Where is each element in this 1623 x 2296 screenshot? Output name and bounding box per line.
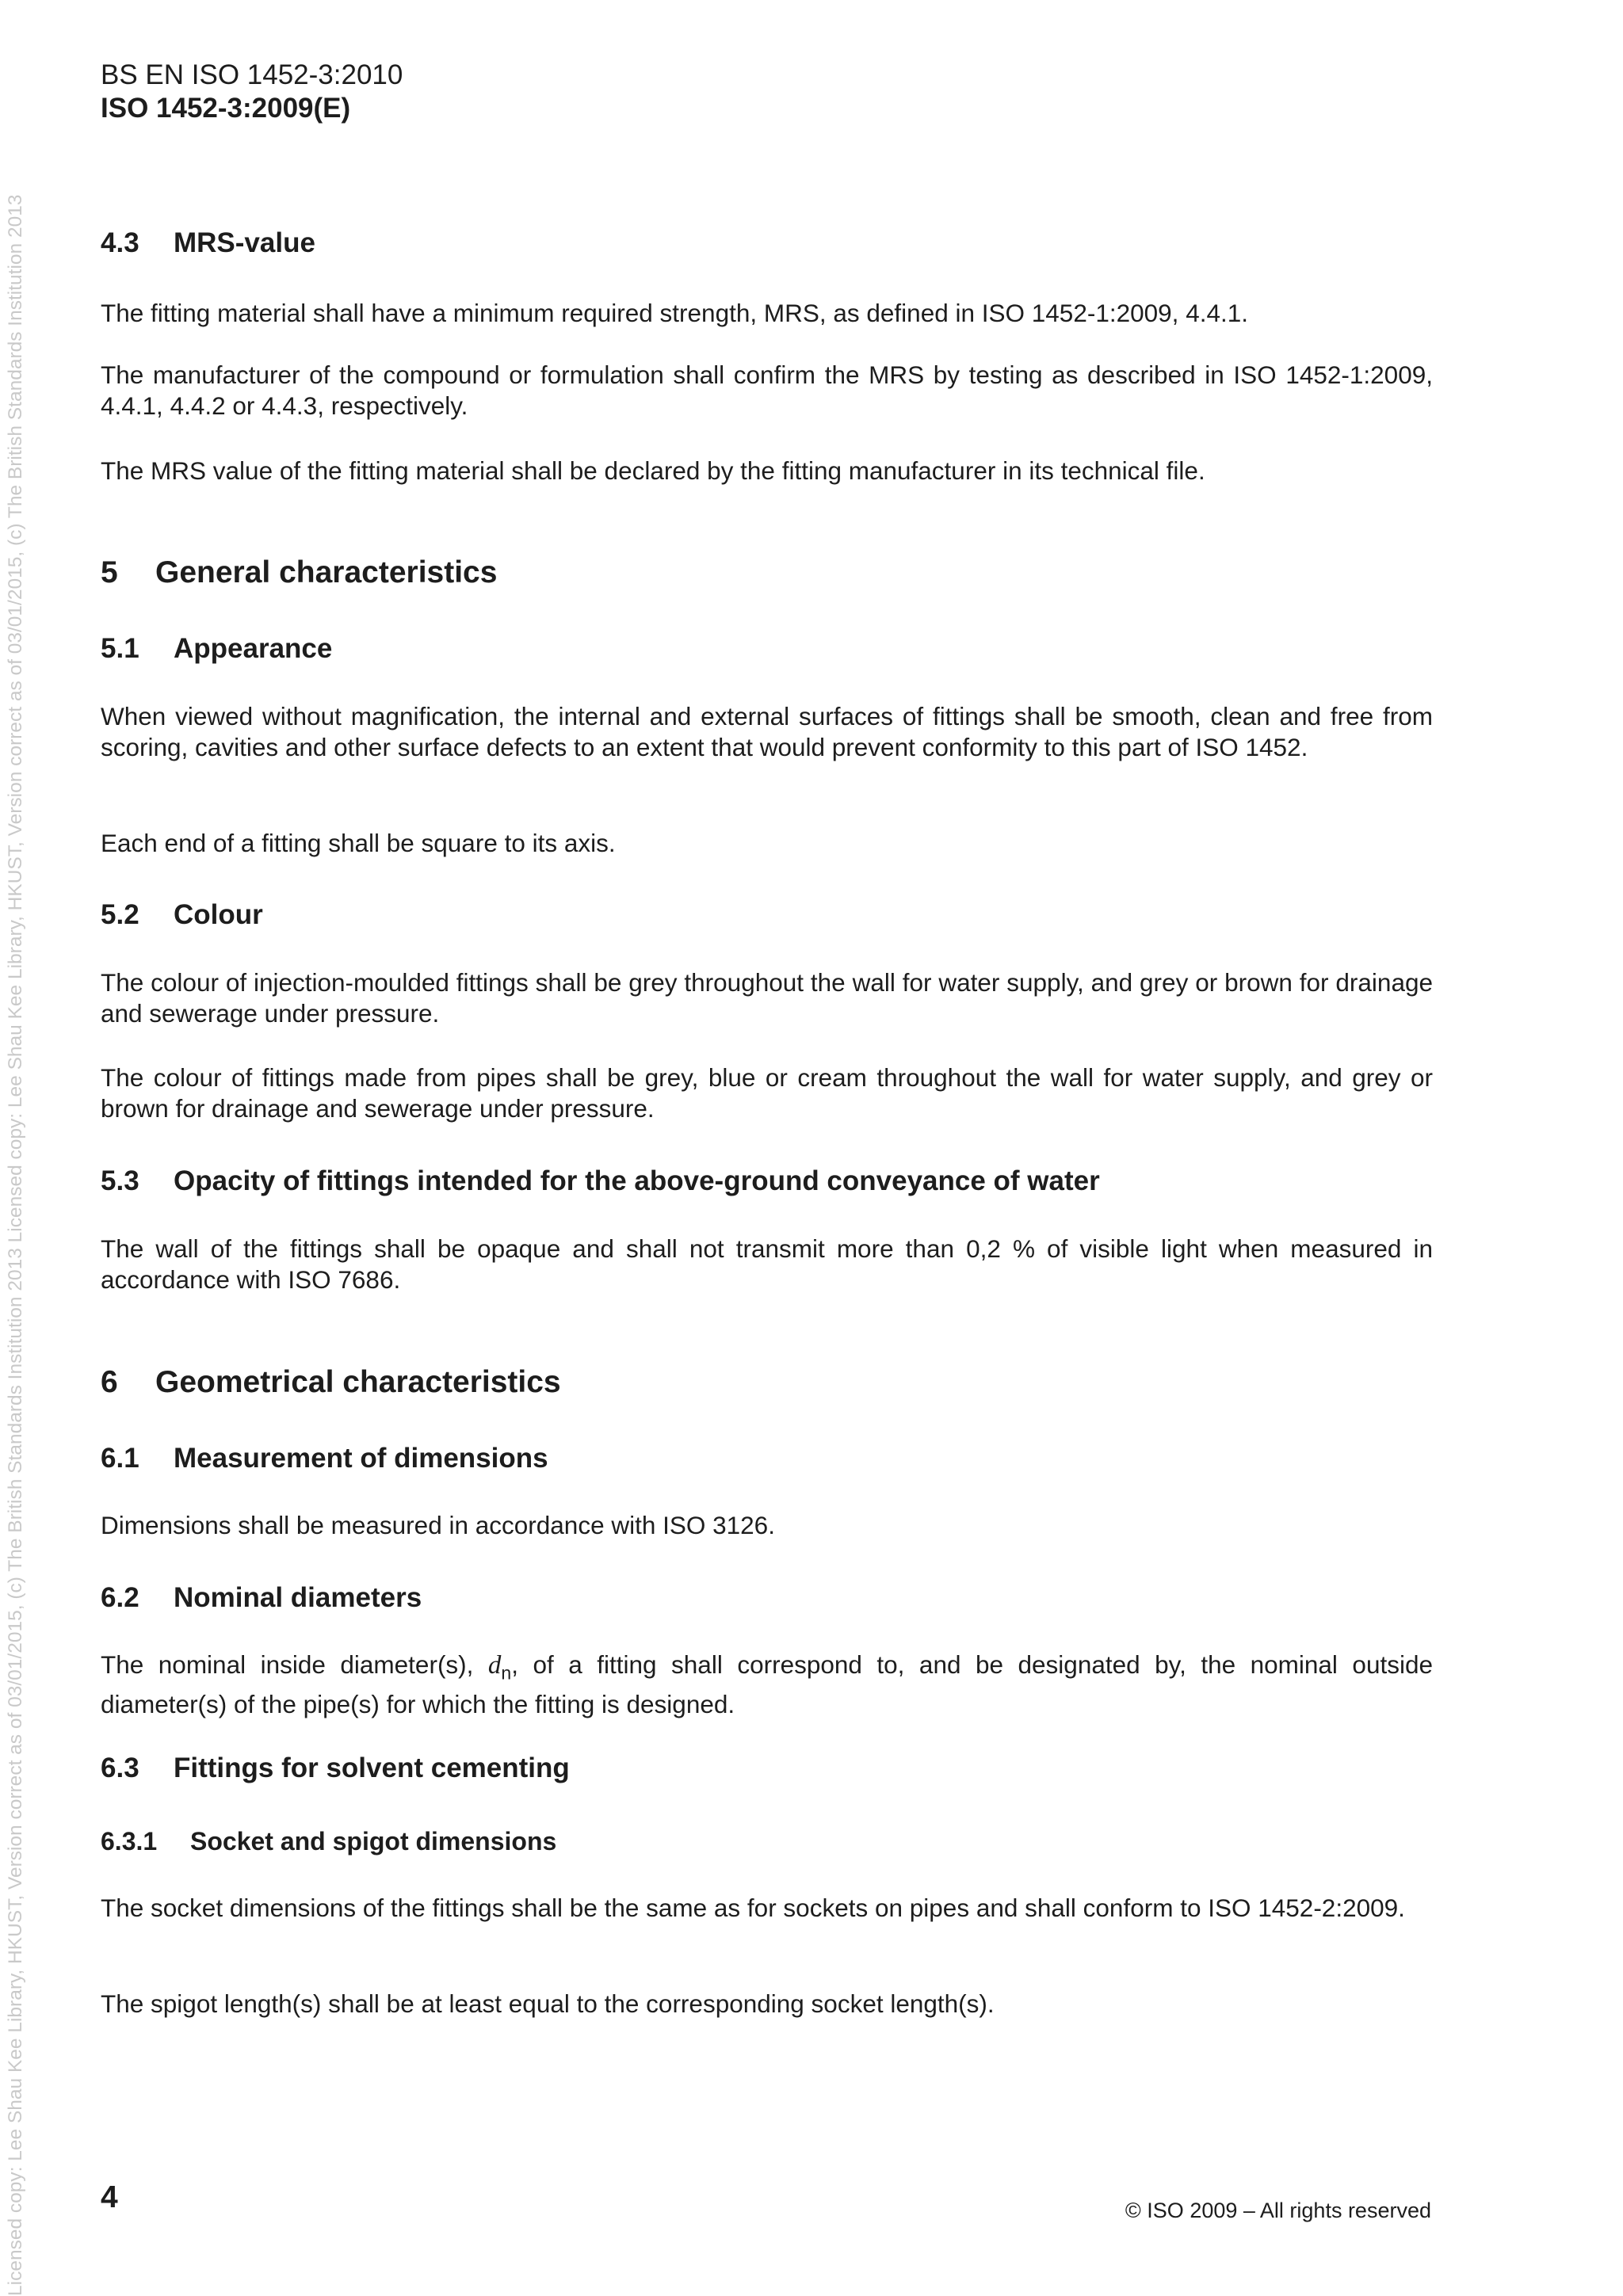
heading-5: 5 General characteristics bbox=[101, 555, 498, 589]
watermark-text: Licensed copy: Lee Shau Kee Library, HKUST, Version correct as of 03/01/2015, (c) The British Standards Institution 2013 Licensed copy: Lee Shau Kee Library, HKUST, Version correct as of 03/01/2015, (c) The British Standards Institution 2013 bbox=[5, 194, 26, 2296]
heading-6-3-1: 6.3.1 Socket and spigot dimensions bbox=[101, 1827, 557, 1855]
paragraph-6-3-1-2: The spigot length(s) shall be at least equal to the corresponding socket length(s). bbox=[101, 1989, 995, 2018]
heading-6: 6 Geometrical characteristics bbox=[101, 1365, 561, 1399]
license-watermark bbox=[3, 0, 32, 2296]
paragraph-5-3-1: The wall of the fittings shall be opaque and shall not transmit more than 0,2 % of visible light when measured in accordance with ISO 7686. bbox=[101, 1234, 1433, 1294]
nominal-diameter-symbol: $d_n$ bbox=[487, 1651, 512, 1684]
header-standard-bs: BS EN ISO 1452-3:2010 bbox=[101, 59, 403, 90]
paragraph-5-2-1: The colour of injection-moulded fittings shall be grey throughout the wall for water supply, and grey or brown for drainage and sewerage under pressure. bbox=[101, 968, 1433, 1028]
heading-6-2: 6.2 Nominal diameters bbox=[101, 1582, 422, 1613]
heading-5-3: 5.3 Opacity of fittings intended for the above-ground conveyance of water bbox=[101, 1165, 1100, 1196]
paragraph-5-2-2: The colour of fittings made from pipes shall be grey, blue or cream throughout the wall for water supply, and grey or brown for drainage and sewerage under pressure. bbox=[101, 1063, 1433, 1123]
paragraph-6-3-1-1: The socket dimensions of the fittings shall be the same as for sockets on pipes and shall conform to ISO 1452-2:2009. bbox=[101, 1894, 1405, 1922]
paragraph-6-1-1: Dimensions shall be measured in accordance with ISO 3126. bbox=[101, 1511, 775, 1539]
heading-6-1: 6.1 Measurement of dimensions bbox=[101, 1443, 548, 1474]
page-number: 4 bbox=[101, 2180, 118, 2214]
heading-4-3: 4.3 MRS-value bbox=[101, 227, 315, 258]
page-header bbox=[101, 59, 403, 125]
heading-6-3: 6.3 Fittings for solvent cementing bbox=[101, 1753, 570, 1783]
paragraph-4-3-1: The fitting material shall have a minimum required strength, MRS, as defined in ISO 1452-1:2009, 4.4.1. bbox=[101, 299, 1249, 327]
paragraph-4-3-2: The manufacturer of the compound or formulation shall confirm the MRS by testing as described in ISO 1452-1:2009, 4.4.1, 4.4.2 or 4.4.3, respectively. bbox=[101, 360, 1433, 420]
heading-5-2: 5.2 Colour bbox=[101, 899, 263, 930]
heading-5-1: 5.1 Appearance bbox=[101, 633, 333, 664]
paragraph-6-2-1: The nominal inside diameter(s), $d_n$, of a fitting shall correspond to, and be designated by, the nominal outside diameter(s) of the pipe(s) for which the fitting is designed. bbox=[101, 1650, 1433, 1718]
header-standard-iso: ISO 1452-3:2009(E) bbox=[101, 93, 351, 124]
paragraph-4-3-3: The MRS value of the fitting material shall be declared by the fitting manufacturer in its technical file. bbox=[101, 456, 1205, 485]
paragraph-5-1-1: When viewed without magnification, the internal and external surfaces of fittings shall be smooth, clean and free from scoring, cavities and other surface defects to an extent that would prevent conformity to this part of ISO 1452. bbox=[101, 702, 1433, 761]
copyright-notice: © ISO 2009 – All rights reserved bbox=[1125, 2199, 1431, 2222]
paragraph-5-1-2: Each end of a fitting shall be square to its axis. bbox=[101, 829, 616, 857]
